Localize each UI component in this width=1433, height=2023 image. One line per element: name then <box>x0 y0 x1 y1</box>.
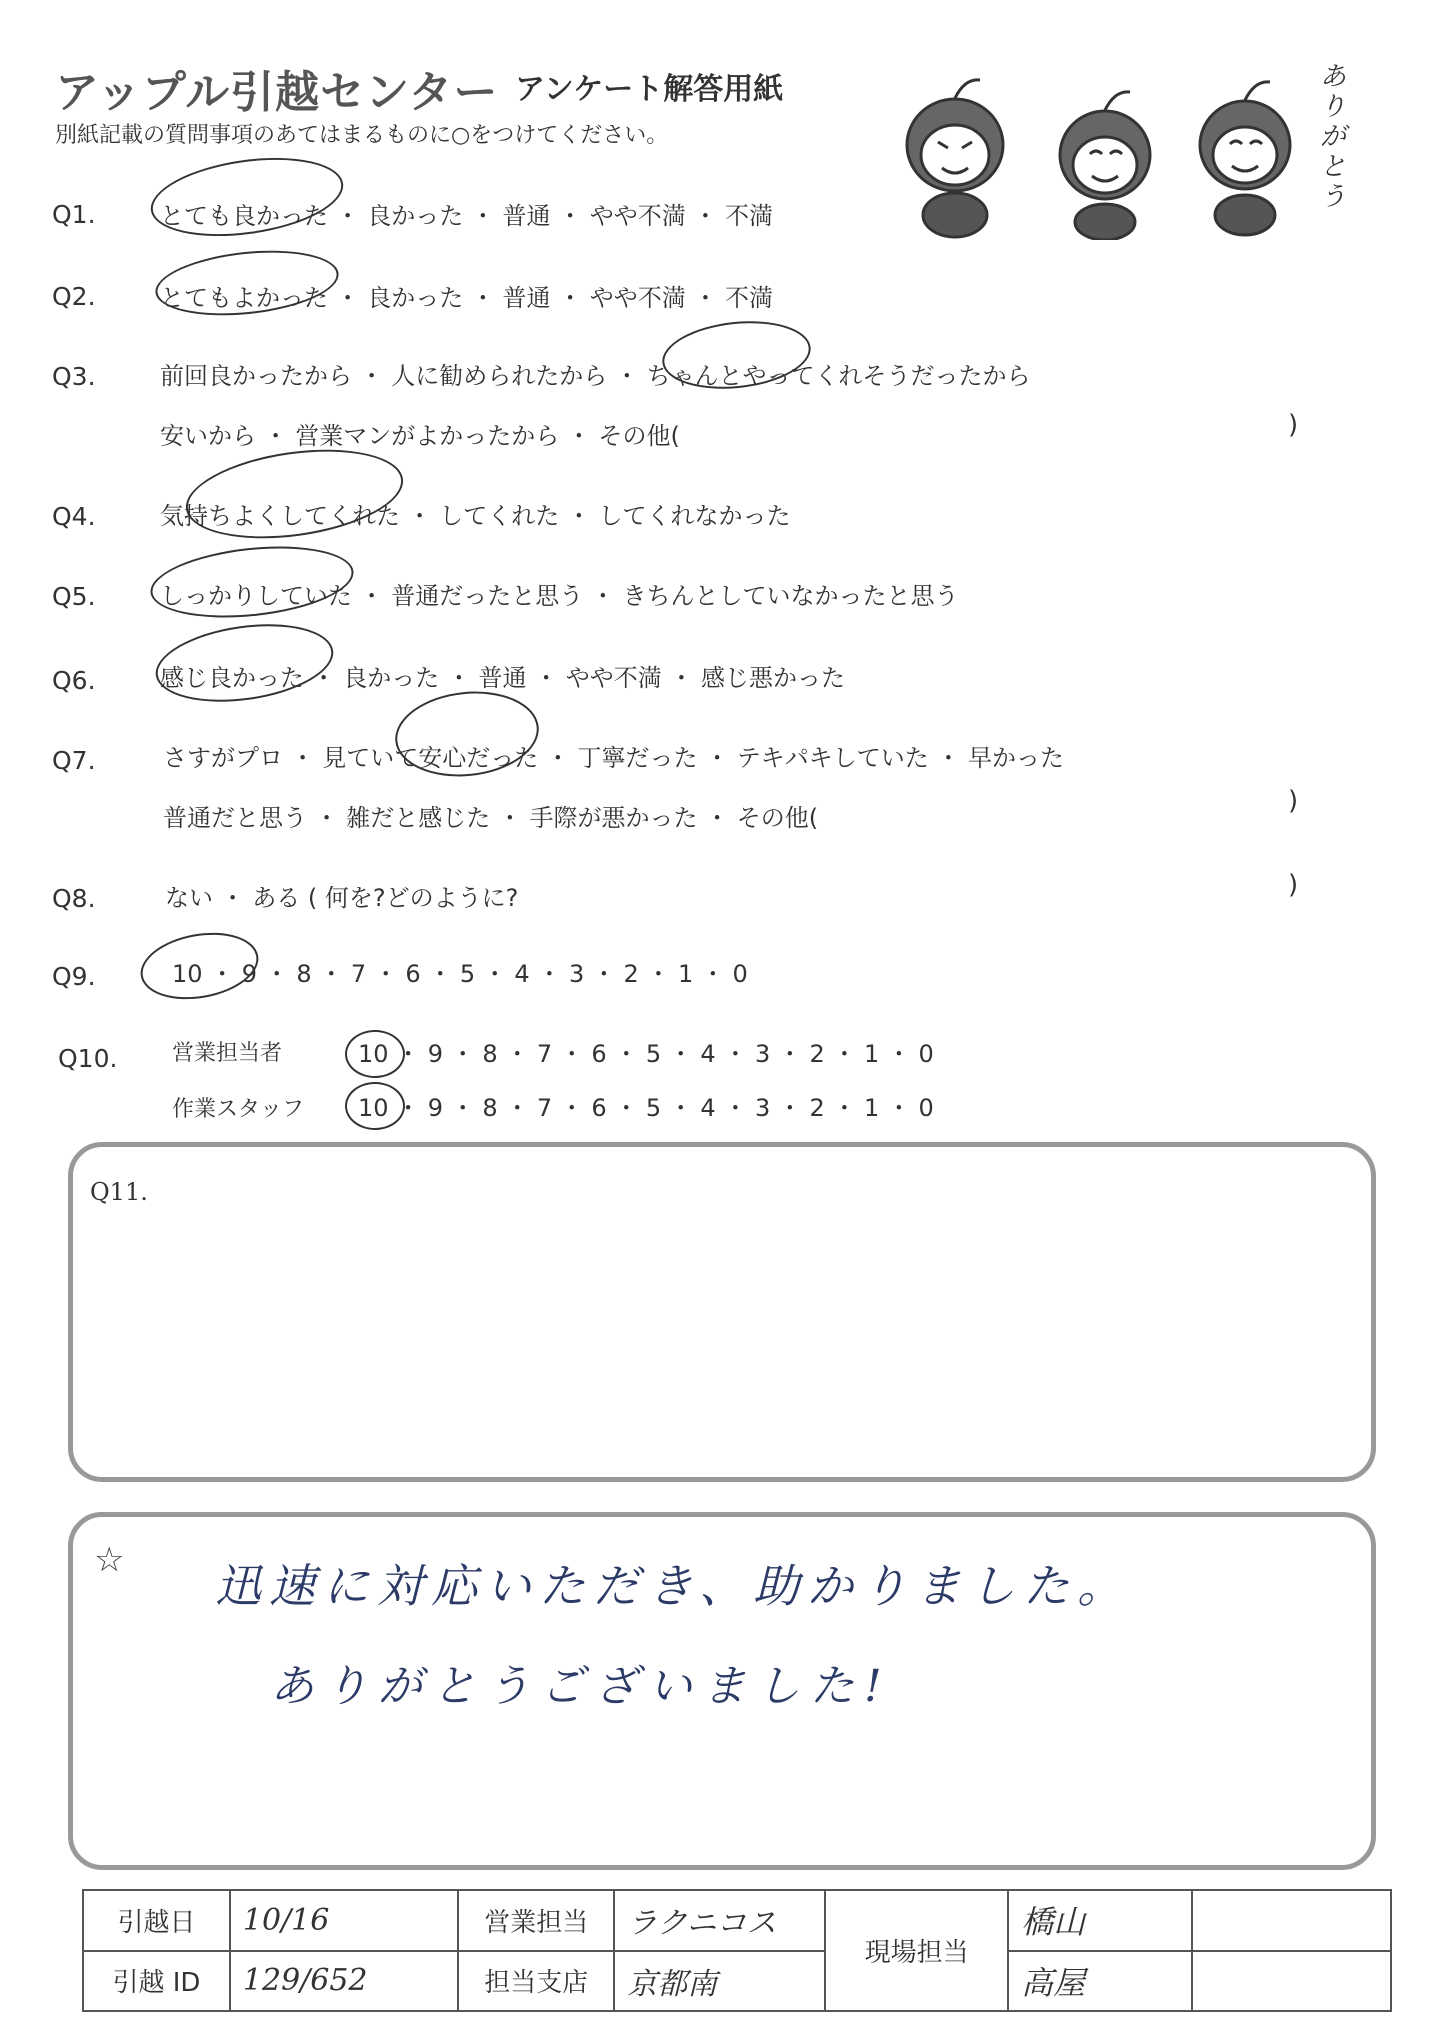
q3-close-paren: ) <box>1288 410 1299 440</box>
q5-label: Q5. <box>52 582 96 611</box>
q5-answer-circle <box>147 538 357 627</box>
comment-line-2: ありがとうございました! <box>270 1661 892 1712</box>
q2-label: Q2. <box>52 282 96 311</box>
q1-answer-circle <box>146 147 348 247</box>
move-id-label: 引越 ID <box>83 1951 230 2012</box>
q4-label: Q4. <box>52 502 96 531</box>
q9-answer-circle <box>135 924 263 1008</box>
q10-staff-scale: 10 ・ 9 ・ 8 ・ 7 ・ 6 ・ 5 ・ 4 ・ 3 ・ 2 ・ 1 ・ 0 <box>358 1094 934 1122</box>
q8-options: ない ・ ある ( 何を?どのように? <box>165 884 519 912</box>
move-date-label: 引越日 <box>83 1890 230 1951</box>
q6-answer-circle <box>151 614 339 712</box>
q11-answer-box[interactable] <box>68 1142 1376 1482</box>
q7-close-paren: ) <box>1288 786 1299 816</box>
q2-options: とてもよかった ・ 良かった ・ 普通 ・ やや不満 ・ 不満 <box>160 284 774 312</box>
star-icon: ☆ <box>94 1540 125 1580</box>
q4-answer-circle <box>180 437 409 551</box>
instruction-text: 別紙記載の質問事項のあてはまるものに○をつけてください。 <box>55 123 669 148</box>
q10-label: Q10. <box>58 1044 118 1073</box>
monkey-icon <box>907 80 1003 237</box>
footer-empty-cell-1 <box>1192 1890 1391 1951</box>
q10-staff-answer-circle <box>345 1082 405 1130</box>
q11-label: Q11. <box>90 1178 148 1206</box>
branch-label: 担当支店 <box>458 1951 614 2012</box>
q8-label: Q8. <box>52 884 96 913</box>
branch-value: 京都南 <box>614 1951 825 2012</box>
q3-options-line2: 安いから ・ 営業マンがよかったから ・ その他( <box>160 422 680 450</box>
q5-options: しっかりしていた ・ 普通だったと思う ・ きちんとしていなかったと思う <box>160 582 959 610</box>
q3-options-line1: 前回良かったから ・ 人に勧められたから ・ ちゃんとやってくれそうだったから <box>160 362 1031 390</box>
q10-sales-answer-circle <box>345 1030 405 1078</box>
site-rep-value-2: 高屋 <box>1008 1951 1192 2012</box>
form-subtitle: アンケート解答用紙 <box>515 72 784 107</box>
sales-rep-value: ラクニコス <box>614 1890 825 1951</box>
q9-scale: 10 ・ 9 ・ 8 ・ 7 ・ 6 ・ 5 ・ 4 ・ 3 ・ 2 ・ 1 ・ 0 <box>172 960 748 988</box>
mascot-thanks-text: ありがとう <box>1320 62 1347 212</box>
q6-options: 感じ良かった ・ 良かった ・ 普通 ・ やや不満 ・ 感じ悪かった <box>160 664 846 692</box>
sales-rep-label: 営業担当 <box>458 1890 614 1951</box>
q7-options-line2: 普通だと思う ・ 雑だと感じた ・ 手際が悪かった ・ その他( <box>163 804 819 832</box>
q1-options: とても良かった ・ 良かった ・ 普通 ・ やや不満 ・ 不満 <box>160 202 774 230</box>
comment-line-1: 迅速に対応いただき、助かりました。 <box>215 1559 1132 1613</box>
company-title: アップル引越センター <box>55 67 499 118</box>
mascot-illustration <box>880 50 1350 240</box>
q10-sales-scale: 10 ・ 9 ・ 8 ・ 7 ・ 6 ・ 5 ・ 4 ・ 3 ・ 2 ・ 1 ・ 0 <box>358 1040 934 1068</box>
q8-close-paren: ) <box>1288 870 1299 900</box>
q10-staff-label: 作業スタッフ <box>172 1097 305 1122</box>
q10-sales-label: 営業担当者 <box>172 1041 283 1066</box>
q7-options-line1: さすがプロ ・ 見ていて安心だった ・ 丁寧だった ・ テキパキしていた ・ 早かった <box>163 744 1065 772</box>
move-id-value: 129/652 <box>230 1951 458 2012</box>
q1-label: Q1. <box>52 200 96 229</box>
q3-label: Q3. <box>52 362 96 391</box>
q4-options: 気持ちよくしてくれた ・ してくれた ・ してくれなかった <box>160 502 791 530</box>
footer-info-table <box>82 1889 1392 2012</box>
monkey-icon <box>1060 92 1150 240</box>
footer-empty-cell-2 <box>1192 1951 1391 2012</box>
q7-label: Q7. <box>52 746 96 775</box>
site-rep-label: 現場担当 <box>825 1890 1008 2011</box>
q9-label: Q9. <box>52 962 96 991</box>
site-rep-value-1: 橋山 <box>1008 1890 1192 1951</box>
q6-label: Q6. <box>52 666 96 695</box>
move-date-value: 10/16 <box>230 1890 458 1951</box>
monkey-icon <box>1200 82 1290 235</box>
